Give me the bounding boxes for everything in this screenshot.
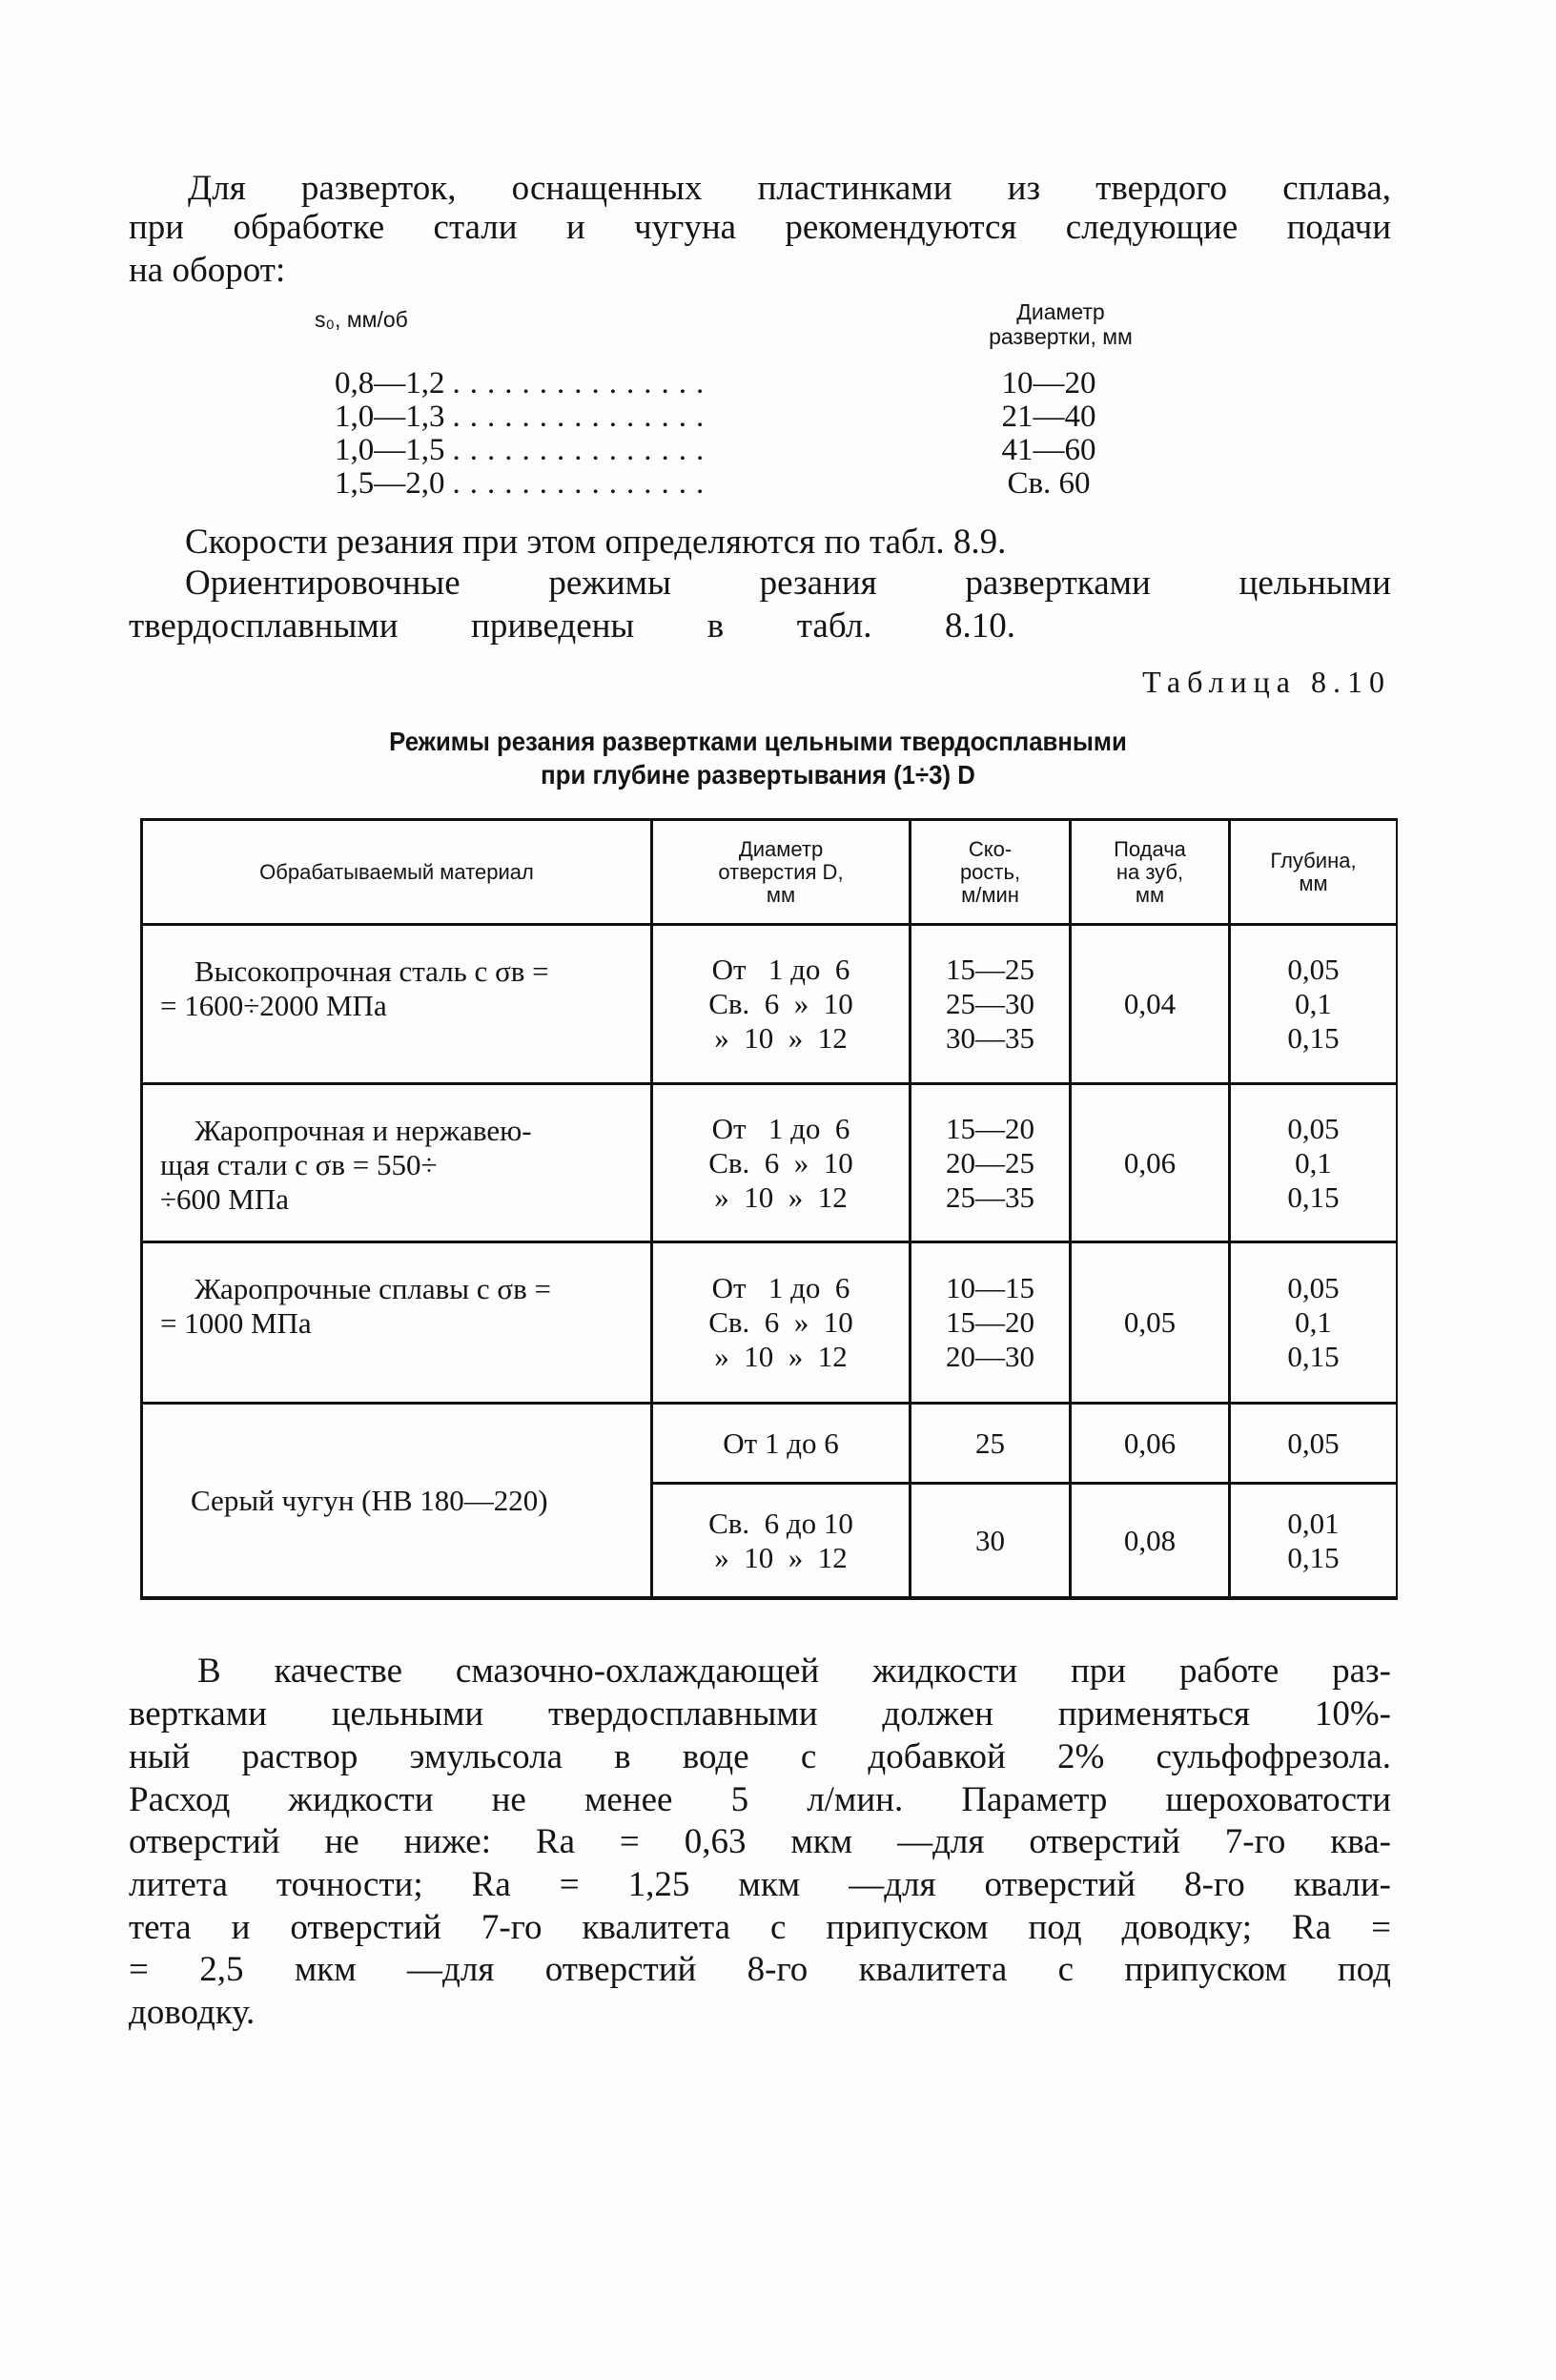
text-line: Ориентировочные режимы резания развертками цельными: [185, 564, 1391, 603]
text-line: отверстий не ниже: Ra = 0,63 мкм —для отверстий 7-го ква-: [129, 1822, 1391, 1861]
speed-value: 20—25: [946, 1145, 1034, 1180]
header-feed: [1072, 821, 1231, 923]
header-diameter: [653, 821, 911, 923]
diameter-range: От 1 до 6: [711, 1111, 850, 1145]
depth-value: 0,05: [1287, 1111, 1340, 1145]
text-line: ный раствор эмульсола в воде с добавкой 2% сульфофрезола.: [129, 1737, 1391, 1776]
depth-value: 0,05: [1287, 1271, 1340, 1304]
depth-value: 0,1: [1295, 1305, 1332, 1339]
feed-cell: 0,04: [1072, 926, 1231, 1082]
material-cell: [143, 1243, 653, 1402]
depth-value: 0,15: [1287, 1340, 1340, 1373]
diameter-cell: [653, 1485, 911, 1596]
header-line: рость,: [959, 859, 1021, 884]
text-line: тета и отверстий 7-го квалитета с припуском под доводку; Ra =: [129, 1908, 1391, 1947]
feed-row: [335, 400, 945, 434]
diameter-cell: [653, 1243, 911, 1402]
diameter-range: Св. 6 » 10: [708, 1145, 853, 1180]
diameter-range: От 1 до 6: [711, 953, 850, 986]
table-row: [143, 926, 1398, 1085]
diameter-range: » 10 » 12: [714, 1021, 848, 1055]
diameter-range: Св. 6 » 10: [708, 1305, 853, 1339]
speed-value: 10—15: [946, 1271, 1034, 1304]
speed-value: 25—30: [946, 987, 1034, 1020]
header-line: Диаметр: [1016, 299, 1105, 324]
text-line: литета точности; Ra = 1,25 мкм —для отверстий 8-го квали-: [129, 1865, 1391, 1904]
header-line: мм: [1135, 882, 1165, 907]
speed-cell: 30: [911, 1485, 1072, 1596]
material-line: щая стали с σв = 550÷: [160, 1148, 438, 1181]
text-line: = 2,5 мкм —для отверстий 8-го квалитета с припуском под: [129, 1950, 1391, 1989]
diameter-cell: [653, 926, 911, 1082]
leader-dots: ...............: [452, 400, 714, 434]
leader-dots: ...............: [452, 434, 714, 467]
header-line: Диаметр: [738, 836, 824, 861]
feed-row: [335, 367, 945, 400]
header-line: на зуб,: [1116, 859, 1184, 884]
speed-cell: 25: [911, 1405, 1072, 1482]
material-line: Жаропрочная и нержавею-: [194, 1114, 532, 1147]
table-row: [143, 1085, 1398, 1243]
header-line: Глубина,: [1270, 848, 1357, 872]
diameter-range: От 1 до 6: [711, 1271, 850, 1304]
table-subrow: [653, 1485, 1398, 1596]
speed-reference-paragraph: Скорости резания при этом определяются по табл. 8.9.: [185, 523, 1007, 562]
feed-value: 0,8—1,2: [335, 366, 445, 400]
feed-column-header: s₀, мм/об: [315, 307, 408, 332]
speed-cell: [911, 1085, 1072, 1241]
header-line: Подача: [1114, 836, 1186, 861]
depth-value: 0,05: [1287, 953, 1340, 986]
header-line: Ско-: [968, 836, 1013, 861]
header-line: мм: [766, 882, 796, 907]
header-line: развертки, мм: [989, 324, 1133, 349]
diameter-cell: [653, 1085, 911, 1241]
feed-value: 1,5—2,0: [335, 466, 445, 501]
speed-cell: [911, 926, 1072, 1082]
cutting-modes-table: [140, 818, 1398, 1600]
depth-cell: [1231, 1485, 1398, 1596]
diameter-range: » 10 » 12: [714, 1180, 848, 1214]
speed-cell: [911, 1243, 1072, 1402]
text-line: при обработке стали и чугуна рекомендуются следующие подачи: [129, 208, 1391, 247]
text-line: вертками цельными твердосплавными должен применяться 10%-: [129, 1694, 1391, 1734]
feed-cell: 0,06: [1072, 1405, 1231, 1482]
table-title: при глубине развертывания (1÷3) D: [541, 760, 975, 790]
text-line: Для разверток, оснащенных пластинками из твердого сплава,: [188, 169, 1391, 208]
table-header-row: [143, 821, 1398, 926]
header-line: мм: [1299, 871, 1328, 895]
feed-cell: 0,05: [1072, 1243, 1231, 1402]
text-line: В качестве смазочно-охлаждающей жидкости при работе раз-: [197, 1652, 1391, 1691]
material-line: Жаропрочные сплавы с σв =: [194, 1272, 551, 1305]
depth-value: 0,1: [1295, 987, 1332, 1020]
leader-dots: ...............: [452, 367, 714, 400]
feed-row: [335, 467, 945, 501]
feed-row: [335, 434, 945, 467]
depth-cell: [1231, 1243, 1398, 1402]
header-depth: [1231, 821, 1398, 923]
material-cell: Серый чугун (НВ 180—220): [143, 1405, 653, 1596]
feed-cell: 0,06: [1072, 1085, 1231, 1241]
speed-value: 15—20: [946, 1305, 1034, 1339]
speed-value: 15—25: [946, 953, 1034, 986]
text-line: доводку.: [129, 1993, 256, 2032]
depth-cell: [1231, 1085, 1398, 1241]
diameter-range: Св. 6 » 10: [708, 987, 853, 1020]
table-subrow: [653, 1405, 1398, 1485]
diameter-value: 10—20: [1001, 366, 1096, 400]
table-row: [143, 1405, 1398, 1596]
speed-value: 20—30: [946, 1340, 1034, 1373]
diameter-value: 21—40: [1001, 400, 1096, 434]
diameter-cell: От 1 до 6: [653, 1405, 911, 1482]
material-line: Высокопрочная сталь с σв =: [194, 954, 549, 988]
table-row: [143, 1243, 1398, 1405]
feed-value: 1,0—1,3: [335, 400, 445, 434]
table-title: Режимы резания развертками цельными твердосплавными: [389, 727, 1127, 756]
speed-value: 15—20: [946, 1111, 1034, 1145]
diameter-value: 41—60: [1001, 433, 1096, 467]
diameter-range: » 10 » 12: [714, 1340, 848, 1373]
header-material: Обрабатываемый материал: [143, 821, 653, 923]
sub-rows: [653, 1405, 1398, 1596]
text-line: на оборот:: [129, 251, 286, 290]
depth-value: 0,15: [1287, 1180, 1340, 1214]
depth-cell: [1231, 926, 1398, 1082]
diameter-column-header: [953, 299, 1168, 349]
material-cell: [143, 1085, 653, 1241]
table-caption: Таблица 8.10: [1142, 665, 1391, 699]
diameter-range: Св. 6 до 10: [708, 1506, 853, 1540]
feed-cell: 0,08: [1072, 1485, 1231, 1596]
text-line: Расход жидкости не менее 5 л/мин. Параметр шероховатости: [129, 1780, 1391, 1819]
diameter-value: Св. 60: [1007, 466, 1091, 501]
depth-value: 0,01: [1287, 1506, 1340, 1540]
speed-value: 25—35: [946, 1180, 1034, 1214]
depth-value: 0,15: [1287, 1540, 1340, 1574]
material-cell: [143, 926, 653, 1082]
depth-value: 0,1: [1295, 1145, 1332, 1180]
depth-cell: 0,05: [1231, 1405, 1398, 1482]
material-line: = 1000 МПа: [160, 1306, 312, 1340]
header-speed: [911, 821, 1072, 923]
feed-value: 1,0—1,5: [335, 433, 445, 467]
speed-value: 30—35: [946, 1021, 1034, 1055]
header-line: м/мин: [961, 882, 1019, 907]
header-line: отверстия D,: [718, 859, 844, 884]
material-line: ÷600 МПа: [160, 1182, 289, 1216]
depth-value: 0,15: [1287, 1021, 1340, 1055]
leader-dots: ...............: [452, 467, 714, 501]
material-line: = 1600÷2000 МПа: [160, 989, 387, 1022]
diameter-range: » 10 » 12: [714, 1540, 848, 1574]
text-line: твердосплавными приведены в табл. 8.10.: [129, 606, 1015, 646]
